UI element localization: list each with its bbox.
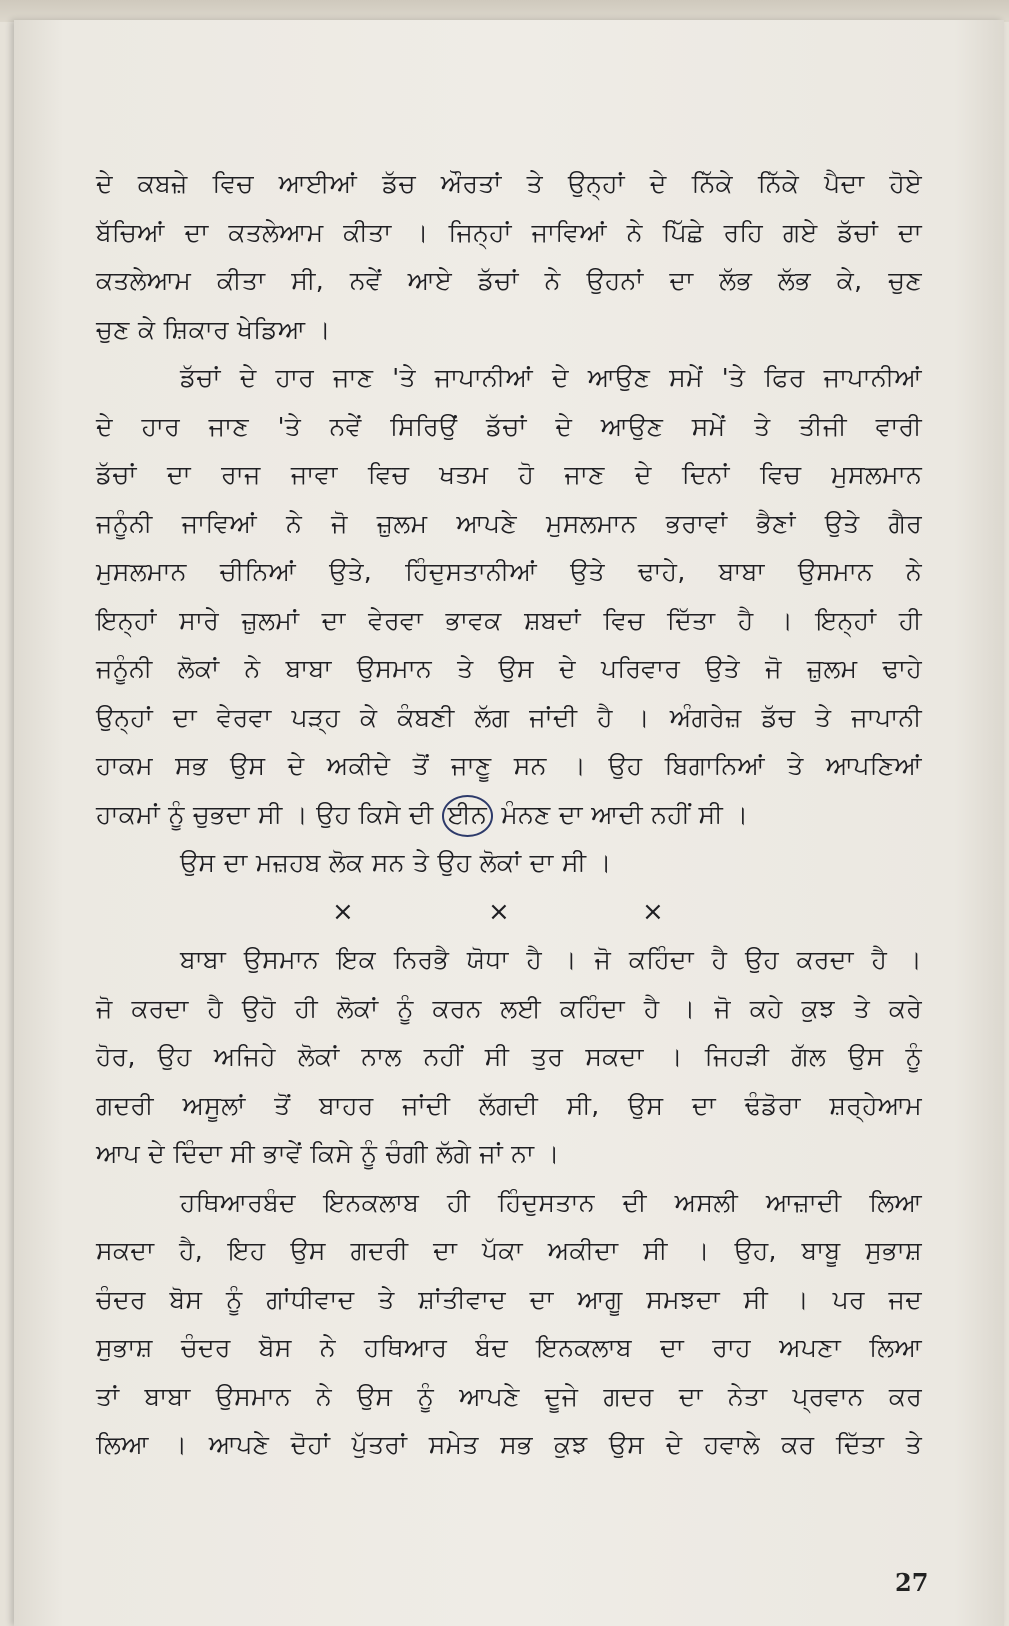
text-line: ਉਸ ਦਾ ਮਜ਼ਹਬ ਲੋਕ ਸਨ ਤੇ ਉਹ ਲੋਕਾਂ ਦਾ ਸੀ । [180,848,612,877]
text-line: ਬਾਬਾ ਉਸਮਾਨ ਇਕ ਨਿਰਭੈ ਯੋਧਾ ਹੈ । ਜੋ ਕਹਿੰਦਾ ਹੈ ਉਹ ਕਰਦਾ ਹੈ । [180,945,922,974]
text-line: ਚੰਦਰ ਬੋਸ ਨੂੰ ਗਾਂਧੀਵਾਦ ਤੇ ਸ਼ਾਂਤੀਵਾਦ ਦਾ ਆਗੂ ਸਮਝਦਾ ਸੀ । ਪਰ ਜਦ [96,1284,922,1314]
text-line: ਮੁਸਲਮਾਨ ਚੀਨਿਆਂ ਉਤੇ, ਹਿੰਦੁਸਤਾਨੀਆਂ ਉਤੇ ਢਾਹੇ, ਬਾਬਾ ਉਸਮਾਨ ਨੇ [96,557,922,586]
text-line-with-annotation [96,791,922,840]
separator-mark: × [642,896,664,927]
text-line: ਡੱਚਾਂ ਦਾ ਰਾਜ ਜਾਵਾ ਵਿਚ ਖਤਮ ਹੋ ਜਾਣ ਦੇ ਦਿਨਾਂ ਵਿਚ ਮੁਸਲਮਾਨ [96,460,922,489]
text-line: ਗਦਰੀ ਅਸੂਲਾਂ ਤੋਂ ਬਾਹਰ ਜਾਂਦੀ ਲੱਗਦੀ ਸੀ, ਉਸ ਦਾ ਢੰਡੋਰਾ ਸ਼ਰ੍ਹੇਆਮ [96,1090,922,1120]
text-line: ਆਪ ਦੇ ਦਿੰਦਾ ਸੀ ਭਾਵੇਂ ਕਿਸੇ ਨੂੰ ਚੰਗੀ ਲੱਗੇ ਜਾਂ ਨਾ । [96,1139,560,1168]
text-line: ਬੱਚਿਆਂ ਦਾ ਕਤਲੇਆਮ ਕੀਤਾ । ਜਿਨ੍ਹਾਂ ਜਾਵਿਆਂ ਨੇ ਪਿੱਛੇ ਰਹਿ ਗਏ ਡੱਚਾਂ ਦਾ [96,217,922,247]
text-line: ਦੇ ਕਬਜ਼ੇ ਵਿਚ ਆਈਆਂ ਡੱਚ ਔਰਤਾਂ ਤੇ ਉਨ੍ਹਾਂ ਦੇ ਨਿੱਕੇ ਨਿੱਕੇ ਪੈਦਾ ਹੋਏ [96,169,922,198]
page-text [96,160,922,1470]
separator-mark: × [488,896,510,927]
text-line: ਸੁਭਾਸ਼ ਚੰਦਰ ਬੋਸ ਨੇ ਹਥਿਆਰ ਬੰਦ ਇਨਕਲਾਬ ਦਾ ਰਾਹ ਅਪਣਾ ਲਿਆ [96,1333,922,1362]
text-line: ਜਨੂੰਨੀ ਲੋਕਾਂ ਨੇ ਬਾਬਾ ਉਸਮਾਨ ਤੇ ਉਸ ਦੇ ਪਰਿਵਾਰ ਉਤੇ ਜੋ ਜ਼ੁਲਮ ਢਾਹੇ [96,654,922,683]
pen-circled-word: ਈਨ [442,795,493,837]
text-line: ਸਕਦਾ ਹੈ, ਇਹ ਉਸ ਗਦਰੀ ਦਾ ਪੱਕਾ ਅਕੀਦਾ ਸੀ । ਉਹ, ਬਾਬੂ ਸੁਭਾਸ਼ [96,1236,922,1265]
text-line: ਦੇ ਹਾਰ ਜਾਣ 'ਤੇ ਨਵੇਂ ਸਿਰਿਉਂ ਡੱਚਾਂ ਦੇ ਆਉਣ ਸਮੇਂ ਤੇ ਤੀਜੀ ਵਾਰੀ [96,411,922,441]
text-line: ਜਨੂੰਨੀ ਜਾਵਿਆਂ ਨੇ ਜੋ ਜ਼ੁਲਮ ਆਪਣੇ ਮੁਸਲਮਾਨ ਭਰਾਵਾਂ ਭੈਣਾਂ ਉਤੇ ਗੈਰ [96,508,922,538]
page-number: 27 [895,1568,929,1597]
text-fragment: ਹਾਕਮਾਂ ਨੂੰ ਚੁਭਦਾ ਸੀ । ਉਹ ਕਿਸੇ ਦੀ [96,799,434,829]
page-top-edge [0,0,1009,22]
text-line: ਤਾਂ ਬਾਬਾ ਉਸਮਾਨ ਨੇ ਉਸ ਨੂੰ ਆਪਣੇ ਦੂਜੇ ਗਦਰ ਦਾ ਨੇਤਾ ਪ੍ਰਵਾਨ ਕਰ [96,1381,922,1411]
text-line: ਹਾਕਮ ਸਭ ਉਸ ਦੇ ਅਕੀਦੇ ਤੋਂ ਜਾਣੂ ਸਨ । ਉਹ ਬਿਗਾਨਿਆਂ ਤੇ ਆਪਣਿਆਂ [96,751,922,780]
text-line: ਚੁਣ ਕੇ ਸ਼ਿਕਾਰ ਖੇਡਿਆ । [96,314,331,344]
separator-mark: × [332,896,354,927]
text-line: ਕਤਲੇਆਮ ਕੀਤਾ ਸੀ, ਨਵੇਂ ਆਏ ਡੱਚਾਂ ਨੇ ਉਹਨਾਂ ਦਾ ਲੱਭ ਲੱਭ ਕੇ, ਚੁਣ [96,266,922,295]
section-separator [96,888,922,937]
text-line: ਉਨ੍ਹਾਂ ਦਾ ਵੇਰਵਾ ਪੜ੍ਹ ਕੇ ਕੰਬਣੀ ਲੱਗ ਜਾਂਦੀ ਹੈ । ਅੰਗਰੇਜ਼ ਡੱਚ ਤੇ ਜਾਪਾਨੀ [96,702,922,732]
text-line: ਇਨ੍ਹਾਂ ਸਾਰੇ ਜ਼ੁਲਮਾਂ ਦਾ ਵੇਰਵਾ ਭਾਵਕ ਸ਼ਬਦਾਂ ਵਿਚ ਦਿੱਤਾ ਹੈ । ਇਨ੍ਹਾਂ ਹੀ [96,605,922,635]
text-fragment: ਮੰਨਣ ਦਾ ਆਦੀ ਨਹੀਂ ਸੀ । [501,799,749,829]
text-line: ਹਥਿਆਰਬੰਦ ਇਨਕਲਾਬ ਹੀ ਹਿੰਦੁਸਤਾਨ ਦੀ ਅਸਲੀ ਆਜ਼ਾਦੀ ਲਿਆ [180,1187,922,1217]
text-line: ਜੋ ਕਰਦਾ ਹੈ ਉਹੋ ਹੀ ਲੋਕਾਂ ਨੂੰ ਕਰਨ ਲਈ ਕਹਿੰਦਾ ਹੈ । ਜੋ ਕਹੇ ਕੁਝ ਤੇ ਕਰੇ [96,993,922,1023]
text-line: ਲਿਆ । ਆਪਣੇ ਦੋਹਾਂ ਪੁੱਤਰਾਂ ਸਮੇਤ ਸਭ ਕੁਝ ਉਸ ਦੇ ਹਵਾਲੇ ਕਰ ਦਿੱਤਾ ਤੇ [96,1430,922,1459]
text-line: ਡੱਚਾਂ ਦੇ ਹਾਰ ਜਾਣ 'ਤੇ ਜਾਪਾਨੀਆਂ ਦੇ ਆਉਣ ਸਮੇਂ 'ਤੇ ਫਿਰ ਜਾਪਾਨੀਆਂ [180,363,922,392]
text-line: ਹੋਰ, ਉਹ ਅਜਿਹੇ ਲੋਕਾਂ ਨਾਲ ਨਹੀਂ ਸੀ ਤੁਰ ਸਕਦਾ । ਜਿਹੜੀ ਗੱਲ ਉਸ ਨੂੰ [96,1042,922,1071]
